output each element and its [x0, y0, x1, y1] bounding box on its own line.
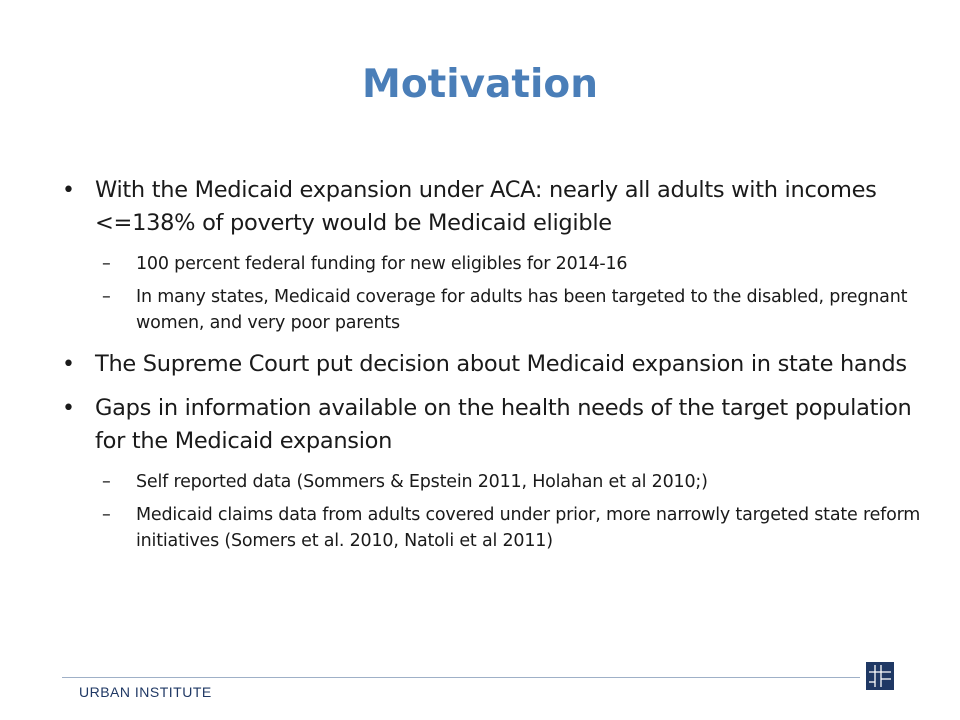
sub-bullet-text: Medicaid claims data from adults covered under prior, more narrowly targeted state reform initiatives (Somers et al. 2010, Natoli et al 2011)	[136, 505, 921, 551]
dash-icon: –	[102, 472, 111, 492]
urban-institute-logo-icon	[866, 662, 894, 690]
bullet-item	[62, 348, 922, 381]
bullet-text: Gaps in information available on the health needs of the target population for the Medicaid expansion	[95, 395, 912, 454]
dash-icon: –	[102, 287, 111, 307]
sub-bullet-text: 100 percent federal funding for new eligibles for 2014-16	[136, 254, 628, 274]
sub-bullet-text: Self reported data (Sommers & Epstein 2011, Holahan et al 2010;)	[136, 472, 708, 492]
sub-bullet-item	[62, 469, 922, 495]
bullet-text: The Supreme Court put decision about Medicaid expansion in state hands	[95, 351, 907, 377]
footer-divider	[62, 677, 860, 678]
sub-bullet-text: In many states, Medicaid coverage for adults has been targeted to the disabled, pregnant women, and very poor parents	[136, 287, 908, 333]
bullet-icon: •	[62, 352, 75, 377]
bullet-text: With the Medicaid expansion under ACA: nearly all adults with incomes <=138% of poverty would be Medicaid eligible	[95, 177, 877, 236]
footer-org-name: URBAN INSTITUTE	[79, 684, 212, 700]
bullet-icon: •	[62, 396, 75, 421]
sub-bullet-item	[62, 284, 922, 336]
slide-title: Motivation	[362, 62, 598, 107]
bullet-item	[62, 174, 922, 240]
bullet-item	[62, 392, 922, 458]
dash-icon: –	[102, 505, 111, 525]
slide-body	[62, 174, 922, 561]
sub-bullet-item	[62, 251, 922, 277]
sub-bullet-item	[62, 502, 922, 554]
bullet-icon: •	[62, 178, 75, 203]
dash-icon: –	[102, 254, 111, 274]
